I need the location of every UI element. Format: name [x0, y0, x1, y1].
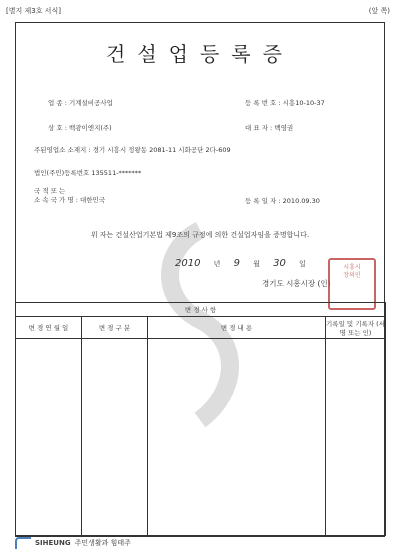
- address-value: 경기 시흥시 정왕동 2081-11 시화공단 2다-609: [92, 146, 231, 154]
- issuer-name: 경기도 시흥시장 (인): [262, 279, 331, 288]
- header-record: 기록일 및 기록자 (서명 또는 인): [326, 317, 386, 339]
- header-change-type: 변 경 구 분: [82, 317, 148, 339]
- trade-type-value: 기계설비공사업: [68, 99, 113, 107]
- footer: [15, 537, 131, 549]
- trade-type-label: 업 종 :: [48, 99, 67, 107]
- registration-number-label: 등 록 번 호 :: [245, 99, 281, 107]
- empty-cell: [326, 339, 386, 536]
- day-label: 일: [299, 260, 306, 268]
- issue-month: 9: [233, 258, 240, 269]
- footer-brand: SIHEUNG: [35, 539, 71, 547]
- changes-table-title: 변 경 사 항: [16, 303, 386, 317]
- page-side-label: (앞 쪽): [368, 7, 390, 15]
- address-label: 주된영업소 소재지 :: [34, 146, 91, 154]
- registration-number-value: 시흥10-10-37: [282, 99, 325, 107]
- empty-cell: [148, 339, 326, 536]
- month-label: 월: [253, 260, 260, 268]
- nationality-label-line2: 소 속 국 가 명 :: [34, 196, 78, 204]
- year-label: 년: [213, 260, 221, 268]
- corporate-number-value: 135511-*******: [91, 169, 142, 177]
- issue-year: 2010: [175, 258, 201, 269]
- issue-date: [175, 258, 306, 269]
- certification-statement: 위 자는 건설산업기본법 제9조의 규정에 의한 건설업자임을 증명합니다.: [90, 231, 310, 239]
- seal-text: 시흥시장의인: [343, 264, 361, 279]
- footer-slogan: 주민생활과 힘태주: [74, 539, 131, 547]
- changes-table: [15, 302, 386, 536]
- representative-value: 백영권: [274, 124, 294, 132]
- certificate-title: 건설업등록증: [106, 42, 294, 66]
- registration-date-value: 2010.09.30: [282, 197, 320, 205]
- nationality-label-line1: 국 적 또 는: [34, 187, 66, 195]
- header-change-date: 변 경 연 월 일: [16, 317, 82, 339]
- header-change-content: 변 경 내 용: [148, 317, 326, 339]
- registration-date-label: 등 록 일 자 :: [245, 197, 281, 205]
- empty-cell: [82, 339, 148, 536]
- representative-label: 대 표 자 :: [245, 124, 273, 132]
- company-name-label: 상 호 :: [48, 124, 67, 132]
- siheung-logo-icon: [15, 537, 31, 549]
- nationality-value: 대한민국: [80, 196, 106, 204]
- form-number-label: [별지 제3호 서식]: [6, 7, 61, 15]
- company-name-value: 백광이엔지(주): [68, 124, 112, 132]
- corporate-number-label: 법인(주민)등록번호: [34, 169, 90, 177]
- issue-day: 30: [273, 258, 286, 269]
- empty-cell: [16, 339, 82, 536]
